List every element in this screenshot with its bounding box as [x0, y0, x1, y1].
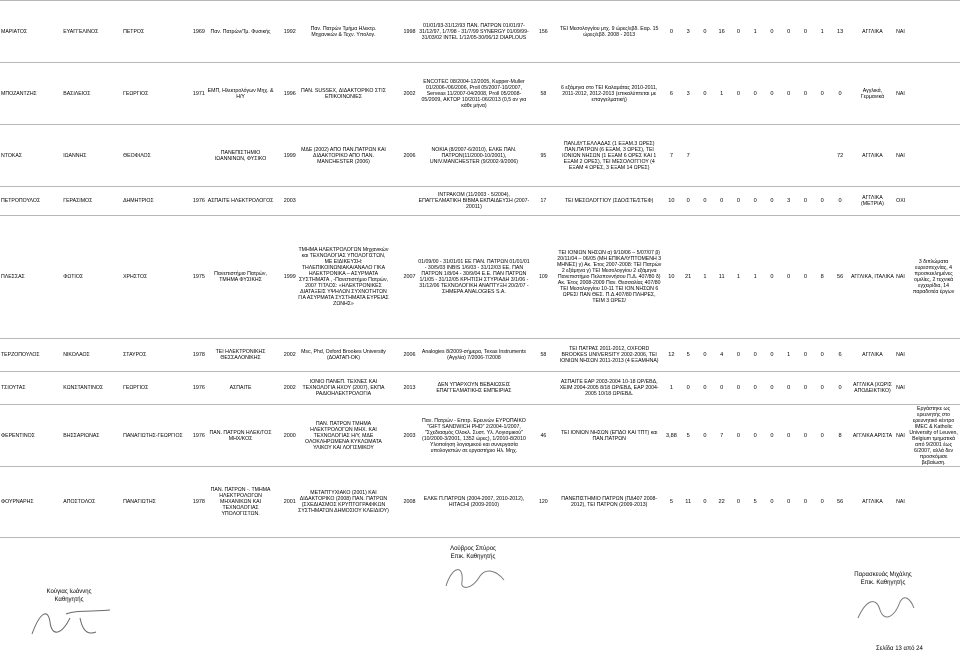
cell-degree: ΑΣΠΑΙΤΕ — [206, 372, 275, 405]
cell-postgrad-year: 2006 — [390, 339, 416, 372]
cell-score: 3,88 — [663, 405, 680, 467]
cell-surname: ΤΣΙΟΥΤΑΣ — [0, 372, 62, 405]
cell-birth-year: 1971 — [187, 63, 206, 125]
cell-degree: ΠΑΝΕΠΙΣΤΗΜΙΟ ΙΩΑΝΝΙΝΩΝ, ΦΥΣΙΚΟ — [206, 125, 275, 187]
cell-teaching: ΤΕΙ ΙΟΝΙΩΝ ΝΗΣΩΝ (ΕΠΔΟ ΚΑΙ ΤΠΤ) και ΠΑΝ.ΠΑΤΡΩΝ — [555, 405, 663, 467]
cell-score: 11 — [713, 216, 730, 339]
cell-experience-months: 156 — [531, 1, 555, 63]
cell-score: 12 — [663, 339, 680, 372]
cell-postgrad-year: 2003 — [390, 405, 416, 467]
cell-score: 0 — [814, 187, 831, 216]
cell-score: 7 — [713, 405, 730, 467]
cell-father-name: ΠΕΤΡΟΣ — [122, 1, 187, 63]
signature-right-title: Επικ. Καθηγητής — [860, 580, 906, 586]
cell-score: 0 — [747, 405, 764, 467]
cell-first-name: ΝΙΚΟΛΑΟΣ — [62, 339, 122, 372]
cell-teaching: ΠΑΝ.ΔΥΤ.ΕΛΛΑΔΑΣ (1 ΕΞΑΜ.3 ΩΡΕΣ) ΠΑΝ.ΠΑΤΡΩΝ (6 ΕΞΑΜ, 3 ΩΡΕΣ), ΤΕΙ ΙΟΝΙΩΝ ΝΗΣΩΝ (1 ΕΞΑΜ 6 ΩΡΕΣ ΚΑΙ 1 ΕΞΑΜ 2 ΩΡΕΣ), ΤΕΙ ΜΕΣΟΛΟΓΓΙΟΥ (4 ΕΞΑΜ 4 ΩΡΕΣ, 3 ΕΞΑΜ 14 ΩΡΕΣ) — [555, 125, 663, 187]
cell-father-name: ΓΕΩΡΓΙΟΣ — [122, 63, 187, 125]
signature-right — [838, 571, 928, 587]
table-row — [0, 187, 960, 216]
cell-score: 6 — [663, 63, 680, 125]
table-row — [0, 216, 960, 339]
cell-score: 0 — [730, 339, 747, 372]
cell-notes — [907, 63, 960, 125]
cell-score: 0 — [730, 467, 747, 538]
cell-postgrad: ΠΑΝ. SUSSEX, ΔΙΔΑΚΤΟΡΙΚΟ ΣΤΙΣ ΕΠΙΚΟΙΝΩΝΙΕΣ — [297, 63, 390, 125]
cell-experience: 01/09/00 - 31/01/01 ΕΕ ΠΑΝ. ΠΑΤΡΩΝ 01/01/01 - 30/5/03 INBIS 1/6/03 - 31/12/03 ΕΕ. ΠΑΝ ΠΑΤΡΩΝ 1/8/04 - 30/9/04 Ε.Ε. ΠΑΝ ΠΑΤΡΩΝ 1/1/05 - 31/12/05 ΚΡΗΤΙΣΗ ΣΤΥΡΙΑΔΗ 3/1/06 - 31/12/06 ΤΕΧΝΟΛΟΓΙΚΗ ΑΝΑΠΤΥΞΗ 20/2/07 - ΣΗΜΕΡΑ ANALOGIES S.A. — [416, 216, 531, 339]
cell-degree: Πανεπιστήμιο Πατρών, ΤΜΗΜΑ ΦΥΣΙΚΗΣ — [206, 216, 275, 339]
table-row — [0, 467, 960, 538]
cell-score — [747, 125, 764, 187]
cell-score: 0 — [747, 63, 764, 125]
cell-score: 0 — [814, 405, 831, 467]
cell-degree: ΤΕΙ ΗΛΕΚΤΡΟΝΙΚΗΣ ΘΕΣΣΑΛΟΝΙΚΗΣ — [206, 339, 275, 372]
cell-first-name: ΙΩΑΝΝΗΣ — [62, 125, 122, 187]
cell-flag: ΝΑΙ — [895, 405, 907, 467]
cell-score: 0 — [713, 372, 730, 405]
cell-degree-year: 2000 — [275, 405, 297, 467]
cell-language: ΑΓΓΛΙΚΑ, ΙΤΑΛΙΚΑ — [850, 216, 895, 339]
cell-score: 6 — [831, 339, 850, 372]
cell-teaching: ΤΕΙ ΠΑΤΡΑΣ 2011-2012, OXFORD BROOKES UNIVERSITY 2002-2006, ΤΕΙ ΙΟΝΙΩΝ ΝΗΣΩΝ 2011-2013 (4 ΕΞΑΜΗΝΑ) — [555, 339, 663, 372]
cell-experience: ENCOTEC 08/2004-12/2005, Kupper-Muller 01/2006-/06/2006, Proll 05/2007-10/2007, Serveas 11/2007-04/2008, Proll 05/2008-05/2009, ΑΚΤΩΡ 10/2011-06/2013 (0,5 αν για κάθε μήνα) — [416, 63, 531, 125]
cell-surname: ΠΛΕΣΣΑΣ — [0, 216, 62, 339]
cell-experience-months: 17 — [531, 187, 555, 216]
cell-score: 1 — [814, 1, 831, 63]
cell-first-name: ΦΩΤΙΟΣ — [62, 216, 122, 339]
cell-first-name: ΑΠΟΣΤΟΛΟΣ — [62, 467, 122, 538]
cell-birth-year: 1975 — [187, 216, 206, 339]
cell-flag: ΟΧΙ — [895, 187, 907, 216]
cell-experience-months: 109 — [531, 216, 555, 339]
signature-center-title: Επικ. Καθηγητής — [450, 554, 496, 560]
cell-score: 10 — [663, 187, 680, 216]
cell-notes — [907, 187, 960, 216]
cell-score: 0 — [764, 216, 781, 339]
cell-score: 7 — [663, 125, 680, 187]
cell-score: 0 — [780, 467, 797, 538]
cell-surname: ΦΕΡΕΝΤΙΝΟΣ — [0, 405, 62, 467]
cell-father-name: ΓΕΩΡΓΙΟΣ — [122, 372, 187, 405]
cell-experience: 01/01/93-31/12/93 ΠΑΝ. ΠΑΤΡΩΝ 01/01/97-31/12/97, 1/7/98 - 31/7/99 SYNERGY 01/09/99-31/03/02 INTEL 1/12/05-30/06/12 DIAPLOUS — [416, 1, 531, 63]
cell-degree-year: 1992 — [275, 1, 297, 63]
cell-birth-year: 1969 — [187, 1, 206, 63]
cell-degree-year: 2001 — [275, 467, 297, 538]
cell-surname: ΠΕΤΡΟΠΟΥΛΟΣ — [0, 187, 62, 216]
cell-score: 7 — [680, 125, 697, 187]
table-row — [0, 125, 960, 187]
table-row — [0, 1, 960, 63]
cell-score: 0 — [697, 187, 714, 216]
cell-flag: ΝΑΙ — [895, 372, 907, 405]
cell-score: 8 — [831, 405, 850, 467]
cell-score: 5 — [663, 467, 680, 538]
cell-postgrad-year: 2008 — [390, 467, 416, 538]
cell-score: 0 — [697, 63, 714, 125]
cell-birth-year: 1978 — [187, 339, 206, 372]
cell-experience: INTPAKOM (11/2003 - 5/2004), ΕΠΑΓΓΕΛΜΑΤΙΚΗ ΒΙΒΜΑ ΕΚΠΑΙΔΕΥΣΗ (2007-20011) — [416, 187, 531, 216]
cell-degree: Παν. Πατρών/Τμ. Φυσικής — [206, 1, 275, 63]
cell-postgrad-year: 2013 — [390, 372, 416, 405]
cell-notes: 3 διπλώματα ευρεσιτεχνίας, 4 προσκεκλημένες ομιλίες, 2 τεχνικά εγχειρίδια, 14 παραδοτέα έργων — [907, 216, 960, 339]
cell-score: 16 — [713, 1, 730, 63]
cell-score: 8 — [814, 216, 831, 339]
cell-language: ΑΓΓΛΙΚΑ (ΧΩΡΙΣ ΑΠΟΔΕΙΚΤΙΚΟ) — [850, 372, 895, 405]
cell-surname: ΤΕΡΖΟΠΟΥΛΟΣ — [0, 339, 62, 372]
cell-score: 0 — [730, 372, 747, 405]
signature-center — [428, 545, 518, 561]
cell-score — [797, 125, 814, 187]
table-row — [0, 63, 960, 125]
cell-postgrad-year: 2007 — [390, 216, 416, 339]
cell-score: 0 — [764, 467, 781, 538]
cell-teaching: 6 εξάμηνα στο ΤΕΙ Καλαμάτας 2010-2011, 2011-2012, 2012-2013 (επικαλύπτεται με επαγγελματική) — [555, 63, 663, 125]
cell-language: ΑΓΓΛΙΚΑ — [850, 339, 895, 372]
cell-degree: ΑΣΠΑΙΤΕ ΗΛΕΚΤΡΟΛΟΓΟΣ — [206, 187, 275, 216]
cell-father-name: ΔΗΜΗΤΡΙΟΣ — [122, 187, 187, 216]
cell-degree-year: 1996 — [275, 63, 297, 125]
cell-experience-months: 120 — [531, 467, 555, 538]
cell-score: 0 — [814, 372, 831, 405]
cell-postgrad-year: 2002 — [390, 63, 416, 125]
cell-father-name: ΠΑΝΑΓΙΩΤΗΣ — [122, 467, 187, 538]
cell-score: 0 — [697, 1, 714, 63]
cell-first-name: ΒΗΣΣΑΡΙΩΝΑΣ — [62, 405, 122, 467]
cell-experience-months — [531, 372, 555, 405]
cell-score: 1 — [697, 216, 714, 339]
signature-left-name: Κούγιας Ιωάννης — [46, 589, 92, 595]
cell-birth-year — [187, 125, 206, 187]
table-row — [0, 372, 960, 405]
cell-experience: Παν. Πατρών - Επιτρ. Ερευνών ΕΥΡΩΠΑΙΚΟ "GIFT SANDWICH PHD" 2/2004-1/2007, "Σχεδιασμός Ολοκλ. Συστ. Υλ. Λογισμικού" (10/2000-3/2001, 1352 ώρες), 1/2010-8/2010 Υλοποίηση λογισμικού και συνεργασία υπολογιστών σε εργαστήριο Ηλ. Μηχ. — [416, 405, 531, 467]
cell-language: Αγγλικά, Γερμανικά — [850, 63, 895, 125]
cell-score: 0 — [797, 1, 814, 63]
cell-score: 0 — [780, 405, 797, 467]
cell-score: 0 — [764, 1, 781, 63]
cell-language: ΑΓΓΛΙΚΑ — [850, 467, 895, 538]
cell-first-name: ΚΩΝΣΤΑΝΤΙΝΟΣ — [62, 372, 122, 405]
cell-flag: ΝΑΙ — [895, 1, 907, 63]
cell-score: 0 — [831, 372, 850, 405]
cell-teaching: ΤΕΙ Μεσολογγίου μτχ. 9 ώρες/εβδ. Εαρ. 15 ώρες/εβδ. 2008 - 2013 — [555, 1, 663, 63]
cell-score — [814, 125, 831, 187]
cell-score: 0 — [730, 187, 747, 216]
cell-degree: ΠΑΝ. ΠΑΤΡΩΝ -. ΤΜΗΜΑ ΗΛΕΚΤΡΟΛΟΓΩΝ ΜΗΧΑΝΙΚΩΝ ΚΑΙ ΤΕΧΝΟΛΟΓΙΑΣ ΥΠΟΛΟΓΙΣΤΩΝ. — [206, 467, 275, 538]
cell-score: 3 — [680, 1, 697, 63]
signature-right-scribble — [850, 590, 920, 626]
cell-score: 0 — [663, 1, 680, 63]
cell-birth-year: 1976 — [187, 372, 206, 405]
cell-score: 0 — [780, 1, 797, 63]
table-row — [0, 339, 960, 372]
signature-right-name: Παρασκευάς Μιχάλης — [854, 572, 912, 578]
cell-experience-months: 58 — [531, 63, 555, 125]
cell-score: 0 — [764, 63, 781, 125]
cell-degree: ΠΑΝ. ΠΑΤΡΩΝ ΗΛΕΚ/ΓΟΣ ΜΗΧ/ΚΟΣ — [206, 405, 275, 467]
cell-postgrad — [297, 187, 390, 216]
cell-score: 0 — [797, 372, 814, 405]
cell-flag: ΝΑΙ — [895, 339, 907, 372]
cell-notes — [907, 467, 960, 538]
cell-notes — [907, 372, 960, 405]
cell-degree: ΕΜΠ, Ηλεκτρολόγων Μηχ. & Η/Υ — [206, 63, 275, 125]
cell-score: 5 — [747, 467, 764, 538]
cell-score: 3 — [780, 187, 797, 216]
cell-first-name: ΕΥΑΓΓΕΛΙΝΟΣ — [62, 1, 122, 63]
cell-score: 72 — [831, 125, 850, 187]
cell-experience: NOKIA (8/2007-6/2010), ΕΛΚΕ ΠΑΝ. ΠΑΤΡΩΝ(11/2000-10/2001), UNIV.MANCHESTER (9/2002-9/2006) — [416, 125, 531, 187]
cell-degree-year: 1999 — [275, 125, 297, 187]
cell-score: 1 — [730, 216, 747, 339]
cell-experience-months: 95 — [531, 125, 555, 187]
cell-score: 5 — [680, 405, 697, 467]
cell-flag: ΝΑΙ — [895, 467, 907, 538]
cell-score: 0 — [814, 339, 831, 372]
cell-score: 0 — [797, 216, 814, 339]
cell-notes — [907, 1, 960, 63]
cell-score: 0 — [797, 339, 814, 372]
cell-postgrad-year — [390, 187, 416, 216]
cell-language: ΑΓΓΛΙΚΑ (ΜΕΤΡΙΑ) — [850, 187, 895, 216]
cell-experience: Analogies 8/2009-σήμερα, Texas Instruments (Αγγλία) 7/2006-7/2008 — [416, 339, 531, 372]
cell-score: 0 — [730, 1, 747, 63]
cell-score — [697, 125, 714, 187]
cell-score: 1 — [663, 372, 680, 405]
cell-score: 0 — [680, 372, 697, 405]
cell-score: 0 — [764, 372, 781, 405]
signature-left-title: Καθηγητής — [54, 597, 84, 603]
cell-score: 1 — [747, 216, 764, 339]
cell-notes — [907, 339, 960, 372]
cell-score: 0 — [831, 63, 850, 125]
cell-experience-months: 46 — [531, 405, 555, 467]
cell-father-name: ΠΑΝΑΓΙΩΤΗΣ-ΓΕΩΡΓΙΟΣ — [122, 405, 187, 467]
cell-surname: ΜΠΟΖΑΝΤΖΗΣ — [0, 63, 62, 125]
cell-score: 0 — [697, 467, 714, 538]
cell-score: 5 — [680, 339, 697, 372]
cell-score — [730, 125, 747, 187]
cell-first-name: ΒΑΣΙΛΕΙΟΣ — [62, 63, 122, 125]
cell-language: ΑΓΓΛΙΚΑ ΑΡΙΣΤΑ — [850, 405, 895, 467]
cell-postgrad: Msc, Phd, Oxford Brookes University (ΔΟΑΤΑΠ-ΟΚ) — [297, 339, 390, 372]
cell-score: 0 — [747, 372, 764, 405]
cell-score: 0 — [797, 63, 814, 125]
cell-father-name: ΘΕΟΦΙΛΟΣ — [122, 125, 187, 187]
cell-score: 0 — [730, 63, 747, 125]
cell-surname: ΜΑΡΙΑΤΟΣ — [0, 1, 62, 63]
cell-score: 22 — [713, 467, 730, 538]
cell-experience-months: 58 — [531, 339, 555, 372]
cell-teaching: ΑΣΠΑΙΤΕ ΕΑΡ 2003-2004 10-18 ΩΡ/ΕΒΔ, ΧΕΙΜ 2004-2005 8/18 ΩΡ/ΕΒΔ, ΕΑΡ 2004-2005 10/18 ΩΡ/ΕΒΔ. — [555, 372, 663, 405]
cell-surname: ΝΤΟΚΑΣ — [0, 125, 62, 187]
cell-score: 56 — [831, 216, 850, 339]
cell-father-name: ΣΤΑΥΡΟΣ — [122, 339, 187, 372]
cell-score: 1 — [747, 1, 764, 63]
signature-center-scribble — [440, 560, 510, 594]
cell-postgrad-year: 1998 — [390, 1, 416, 63]
cell-score: 1 — [780, 339, 797, 372]
cell-degree-year: 2002 — [275, 372, 297, 405]
cell-score: 0 — [713, 187, 730, 216]
cell-father-name: ΧΡΗΣΤΟΣ — [122, 216, 187, 339]
cell-score: 0 — [697, 339, 714, 372]
cell-language: ΑΓΓΛΙΚΑ — [850, 125, 895, 187]
cell-notes: Εργάστηκε ως ερευνητής στο ερευνητικό κέντρο IMEC & Katholic University of Leuven, Belgium τμηματικά από 9/2001 έως 6/2007, αλλά δεν προσκόμισε βεβαίωση. — [907, 405, 960, 467]
cell-language: ΑΓΓΛΙΚΑ — [850, 1, 895, 63]
cell-score: 1 — [713, 63, 730, 125]
cell-degree-year: 2002 — [275, 339, 297, 372]
table-row — [0, 405, 960, 467]
cell-score: 11 — [680, 467, 697, 538]
cell-flag: ΝΑΙ — [895, 63, 907, 125]
cell-flag: ΝΑΙ — [895, 125, 907, 187]
cell-first-name: ΓΕΡΑΣΙΜΟΣ — [62, 187, 122, 216]
cell-postgrad: ΙΟΝΙΟ ΠΑΝΕΠ. ΤΕΧΝΕΣ ΚΑΙ ΤΕΧΝΟΛΟΓΙΑ ΗΧΟΥ (2007), ΕΚΠΑ ΡΑΔΙΟΗΛΕΚΤΡΟΛΟΓΙΑ — [297, 372, 390, 405]
cell-score: 0 — [764, 187, 781, 216]
cell-score — [780, 125, 797, 187]
cell-teaching: ΠΑΝΕΠΙΣΤΗΜΙΟ ΠΑΤΡΩΝ (ΠΔ407 2008-2012), ΤΕΙ ΠΑΤΡΩΝ (2009-2013) — [555, 467, 663, 538]
cell-score: 3 — [680, 63, 697, 125]
cell-postgrad: ΤΜΗΜΑ ΗΛΕΚΤΡΟΛΟΓΩΝ Μηχανικών και ΤΕΧΝΟΛΟΓΙΑΣ ΥΠΟΛΟΓΙΣΤΩΝ, ΜΕ ΕΙΔΙΚΕΥΣΗ: ΤΗΛΕΠΙΚΟΙΝΩΝΙΑΚΑ/ΑΝΑΛΟ ΓΙΚΑ ΗΛΕΚΤΡΟΝΙΚΑ – ΑΣΥΡΜΑΤΑ ΣΥΣΤΗΜΑΤΑ , -Πανεπιστήμιο Πατρών, 2007 ΤΙΤΛΟΣ: «ΗΛΕΚΤΡΟΝΙΚΕΣ ΔΙΑΤΑΞΕΙΣ ΥΨΗΛΩΝ ΣΥΧΝΟΤΗΤΩΝ ΓΙΑ ΑΣΥΡΜΑΤΑ ΣΥΣΤΗΜΑΤΑ ΕΥΡΕΙΑΣ ΖΩΝΗΣ» — [297, 216, 390, 339]
cell-score: 0 — [730, 405, 747, 467]
cell-experience: ΔΕΝ ΥΠΑΡΧΟΥΝ ΒΕΒΑΙΩΣΕΙΣ ΕΠΑΓΓΕΛΜΑΤΙΚΗΣ ΕΜΠΕΙΡΙΑΣ — [416, 372, 531, 405]
cell-score: 0 — [697, 405, 714, 467]
cell-birth-year: 1976 — [187, 405, 206, 467]
cell-score: 0 — [747, 339, 764, 372]
cell-score: 0 — [780, 63, 797, 125]
cell-degree-year: 2003 — [275, 187, 297, 216]
signature-left — [24, 588, 114, 604]
cell-experience: ΕΛΚΕ Π.ΠΑΤΡΩΝ (2004-2007, 2010-2012), HITACHI (2009-2010) — [416, 467, 531, 538]
cell-score: 13 — [831, 1, 850, 63]
cell-postgrad: ΜΕΤΑΠΤΥΧΙΑΚΟ (2001) ΚΑΙ ΔΙΔΑΚΤΟΡΙΚΟ (2008) ΠΑΝ. ΠΑΤΡΩΝ (ΣΧΕΔΙΑΣΜΟΣ ΚΡΥΠΤΟΓΡΑΦΙΚΩΝ ΣΥΣΤΗΜΑΤΩΝ ΔΗΜΟΣΙΟΥ ΚΛΕΙΔΙΟΥ) — [297, 467, 390, 538]
cell-postgrad-year: 2006 — [390, 125, 416, 187]
cell-flag: ΝΑΙ — [895, 216, 907, 339]
page-number: Σελίδα 13 από 24 — [876, 646, 923, 652]
cell-postgrad: MΔΕ (2002) ΑΠΟ ΠΑΝ.ΠΑΤΡΩΝ ΚΑΙ ΔΙΔΑΚΤΟΡΙΚΟ ΑΠΟ ΠΑΝ. MANCHESTER (2006) — [297, 125, 390, 187]
cell-score: 0 — [797, 405, 814, 467]
cell-birth-year: 1976 — [187, 187, 206, 216]
cell-notes — [907, 125, 960, 187]
cell-score: 0 — [747, 187, 764, 216]
cell-score: 0 — [764, 339, 781, 372]
cell-teaching: ΤΕΙ ΜΕΣΟΛΟΓΓΙΟΥ (ΣΔΟ/ΣΤΕ/ΣΤΕΦ) — [555, 187, 663, 216]
cell-score: 0 — [680, 187, 697, 216]
cell-surname: ΦΟΥΡΝΑΡΗΣ — [0, 467, 62, 538]
cell-score: 0 — [780, 216, 797, 339]
cell-postgrad: Παν. Πατρών Τμήμα Ηλεκτρ. Μηχανικών & Τεχν. Υπολογ. — [297, 1, 390, 63]
signature-left-scribble — [26, 604, 116, 644]
cell-score: 21 — [680, 216, 697, 339]
cell-postgrad: ΠΑΝ. ΠΑΤΡΩΝ ΤΜΗΜΑ ΗΛΕΚΤΡΟΛΟΓΩΝ ΜΗΧ. ΚΑΙ ΤΕΧΝΟΛΟΓΙΑΣ Η/Υ, ΜΔΕ ΟΛΟΚΛΗΡΩΜΕΝΑ ΚΥΚΛΩΜΑΤΑ ΥΛΙΚΟΥ ΚΑΙ ΛΟΓΙΣΜΙΚΟΥ — [297, 405, 390, 467]
cell-score — [764, 125, 781, 187]
cell-score: 0 — [780, 372, 797, 405]
cell-score: 10 — [663, 216, 680, 339]
cell-score: 0 — [797, 467, 814, 538]
cell-score: 0 — [797, 187, 814, 216]
cell-degree-year: 1999 — [275, 216, 297, 339]
cell-score: 56 — [831, 467, 850, 538]
cell-score — [713, 125, 730, 187]
cell-score: 0 — [831, 187, 850, 216]
cell-score: 0 — [814, 63, 831, 125]
cell-teaching: ΤΕΙ ΙΟΝΙΩΝ ΝΗΣΩΝ α) 9/10/06 – 5/07/07 β) 20/11/04 – 06/05 (ΜΗ ΕΠΙΚΑΛΥΠΤΟΜΕΝΗ 3 ΜΗΝΕΣ) γ) Ακ. Έτος 2007-2008: ΤΕΙ Πατρών 2 εξάμηνα γ) ΤΕΙ Μεσολογγίου 2 εξάμηνα Πανεπιστήμιο Πελοποννήσου Π.Δ. 407/80 δ) Ακ. Έτος 2008-2009 Παν. Θεσσαλίας 407/80 ΤΕΙ Μεσολογγίου 10-11 ΤΕΙ ΙΟΝ.ΝΗΣΩΝ 6 ΩΡΕΣ/ ΠΑΝ ΘΕΣ. Π.Δ.407/80 ΠΛΗΡΕΣ, ΤΕΙΜ 3 ΩΡΕΣ/ — [555, 216, 663, 339]
cell-score: 0 — [764, 405, 781, 467]
signature-center-name: Λούβρος Σπύρος — [450, 546, 496, 552]
cell-score: 4 — [713, 339, 730, 372]
cell-birth-year: 1978 — [187, 467, 206, 538]
cell-score: 0 — [697, 372, 714, 405]
cell-score: 0 — [814, 467, 831, 538]
